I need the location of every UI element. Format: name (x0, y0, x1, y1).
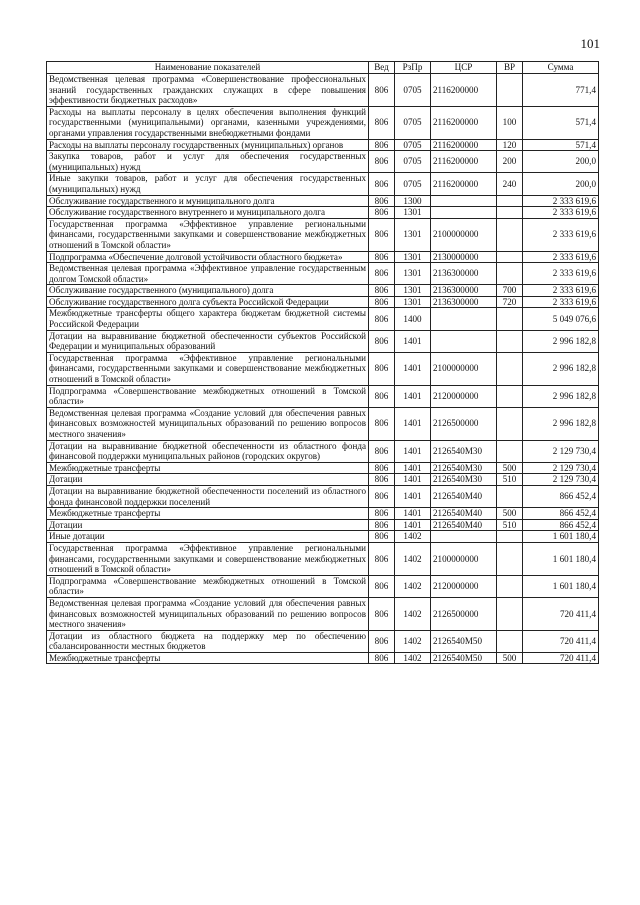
table-row (47, 285, 599, 297)
cell-rzpr: 1301 (395, 207, 431, 219)
cell-csr (431, 308, 497, 330)
table-row (47, 330, 599, 352)
table-row (47, 139, 599, 151)
cell-rzpr: 1301 (395, 285, 431, 297)
cell-vr (497, 308, 523, 330)
cell-name: Обслуживание государственного (муниципального) долга (47, 285, 369, 297)
cell-vr (497, 575, 523, 597)
cell-rzpr: 1402 (395, 575, 431, 597)
cell-ved: 806 (369, 597, 395, 630)
cell-csr: 2126540М40 (431, 485, 497, 507)
cell-rzpr: 0705 (395, 106, 431, 139)
table-row (47, 251, 599, 263)
cell-ved: 806 (369, 296, 395, 308)
cell-vr (497, 74, 523, 107)
cell-name: Дотации на выравнивание бюджетной обеспеченности поселений из областного фонда финансовой поддержки поселений (47, 485, 369, 507)
table-row (47, 508, 599, 520)
cell-sum: 866 452,4 (523, 508, 599, 520)
cell-vr: 240 (497, 173, 523, 195)
cell-ved: 806 (369, 630, 395, 652)
cell-vr: 720 (497, 296, 523, 308)
cell-sum: 2 333 619,6 (523, 263, 599, 285)
cell-name: Дотации из областного бюджета на поддержку мер по обеспечению сбалансированности местных бюджетов (47, 630, 369, 652)
table-row (47, 352, 599, 385)
cell-csr: 2136300000 (431, 263, 497, 285)
cell-csr (431, 195, 497, 207)
header-sum: Сумма (523, 62, 599, 74)
cell-ved: 806 (369, 474, 395, 486)
cell-csr (431, 531, 497, 543)
table-row (47, 385, 599, 407)
table-row (47, 308, 599, 330)
cell-vr (497, 597, 523, 630)
cell-name: Обслуживание государственного внутреннего и муниципального долга (47, 207, 369, 219)
cell-rzpr: 1401 (395, 485, 431, 507)
cell-sum: 866 452,4 (523, 519, 599, 531)
cell-rzpr: 1301 (395, 296, 431, 308)
cell-name: Подпрограмма «Совершенствование межбюджетных отношений в Томской области» (47, 575, 369, 597)
table-row (47, 474, 599, 486)
cell-name: Межбюджетные трансферты общего характера бюджетам бюджетной системы Российской Федерации (47, 308, 369, 330)
cell-name: Обслуживание государственного и муниципального долга (47, 195, 369, 207)
cell-rzpr: 0705 (395, 74, 431, 107)
table-row (47, 263, 599, 285)
cell-name: Межбюджетные трансферты (47, 652, 369, 664)
cell-name: Расходы на выплаты персоналу государственных (муниципальных) органов (47, 139, 369, 151)
cell-name: Межбюджетные трансферты (47, 462, 369, 474)
cell-name: Дотации на выравнивание бюджетной обеспеченности из областного фонда финансовой поддержки муниципальных районов (городских округов) (47, 440, 369, 462)
cell-name: Иные дотации (47, 531, 369, 543)
cell-rzpr: 1402 (395, 652, 431, 664)
cell-name: Дотации (47, 474, 369, 486)
cell-sum: 2 333 619,6 (523, 251, 599, 263)
cell-csr: 2126540М30 (431, 440, 497, 462)
cell-name: Закупка товаров, работ и услуг для обеспечения государственных (муниципальных) нужд (47, 151, 369, 173)
cell-sum: 571,4 (523, 106, 599, 139)
cell-rzpr: 1401 (395, 508, 431, 520)
cell-csr: 2116200000 (431, 139, 497, 151)
cell-name: Государственная программа «Эффективное управление региональными финансами, государственными закупками и совершенствование межбюджетных отношений в Томской области» (47, 352, 369, 385)
table-row (47, 74, 599, 107)
cell-name: Ведомственная целевая программа «Создание условий для обеспечения равных финансовых возможностей муниципальных образований по решению вопросов местного значения» (47, 407, 369, 440)
cell-sum: 2 996 182,8 (523, 330, 599, 352)
cell-rzpr: 0705 (395, 173, 431, 195)
cell-sum: 200,0 (523, 173, 599, 195)
cell-name: Государственная программа «Эффективное управление региональными финансами, государственными закупками и совершенствование межбюджетных отношений в Томской области» (47, 542, 369, 575)
cell-vr (497, 218, 523, 251)
cell-sum: 2 333 619,6 (523, 285, 599, 297)
cell-rzpr: 1402 (395, 542, 431, 575)
cell-rzpr: 1401 (395, 474, 431, 486)
cell-name: Ведомственная целевая программа «Совершенствование профессиональных знаний государственных гражданских служащих в сфере повышения эффективности бюджетных расходов» (47, 74, 369, 107)
cell-vr (497, 385, 523, 407)
header-csr: ЦСР (431, 62, 497, 74)
cell-ved: 806 (369, 519, 395, 531)
table-row (47, 462, 599, 474)
table-row (47, 207, 599, 219)
cell-vr: 700 (497, 285, 523, 297)
budget-table (46, 61, 599, 664)
table-row (47, 597, 599, 630)
cell-rzpr: 1301 (395, 251, 431, 263)
cell-ved: 806 (369, 508, 395, 520)
cell-rzpr: 1301 (395, 263, 431, 285)
table-row (47, 575, 599, 597)
header-name: Наименование показателей (47, 62, 369, 74)
table-row (47, 652, 599, 664)
cell-vr: 200 (497, 151, 523, 173)
page-number: 101 (580, 36, 600, 51)
cell-name: Обслуживание государственного долга субъекта Российской Федерации (47, 296, 369, 308)
cell-ved: 806 (369, 251, 395, 263)
table-row (47, 151, 599, 173)
cell-csr: 2126540М50 (431, 652, 497, 664)
cell-csr: 2126500000 (431, 407, 497, 440)
cell-vr (497, 407, 523, 440)
cell-sum: 200,0 (523, 151, 599, 173)
cell-rzpr: 0705 (395, 139, 431, 151)
cell-vr (497, 195, 523, 207)
cell-sum: 2 996 182,8 (523, 385, 599, 407)
cell-rzpr: 1401 (395, 330, 431, 352)
cell-sum: 5 049 076,6 (523, 308, 599, 330)
cell-name: Расходы на выплаты персоналу в целях обеспечения выполнения функций государственными (муниципальными) органами, казенными учреждениями, органами управления государственными внебюджетными фондами (47, 106, 369, 139)
cell-rzpr: 0705 (395, 151, 431, 173)
cell-vr: 120 (497, 139, 523, 151)
cell-vr: 500 (497, 462, 523, 474)
cell-ved: 806 (369, 440, 395, 462)
cell-name: Ведомственная целевая программа «Создание условий для обеспечения равных финансовых возможностей муниципальных образований по решению вопросов местного значения» (47, 597, 369, 630)
header-rzpr: РзПр (395, 62, 431, 74)
cell-csr: 2116200000 (431, 74, 497, 107)
cell-vr: 500 (497, 652, 523, 664)
cell-sum: 2 333 619,6 (523, 218, 599, 251)
cell-csr: 2126540М40 (431, 519, 497, 531)
table-row (47, 485, 599, 507)
cell-ved: 806 (369, 207, 395, 219)
cell-ved: 806 (369, 218, 395, 251)
cell-vr (497, 352, 523, 385)
cell-ved: 806 (369, 531, 395, 543)
cell-sum: 2 129 730,4 (523, 462, 599, 474)
cell-ved: 806 (369, 485, 395, 507)
cell-name: Иные закупки товаров, работ и услуг для обеспечения государственных (муниципальных) нужд (47, 173, 369, 195)
cell-ved: 806 (369, 575, 395, 597)
cell-sum: 2 996 182,8 (523, 352, 599, 385)
cell-name: Подпрограмма «Обеспечение долговой устойчивости областного бюджета» (47, 251, 369, 263)
cell-csr: 2116200000 (431, 106, 497, 139)
cell-name: Подпрограмма «Совершенствование межбюджетных отношений в Томской области» (47, 385, 369, 407)
table-row (47, 218, 599, 251)
cell-rzpr: 1401 (395, 352, 431, 385)
cell-ved: 806 (369, 106, 395, 139)
cell-rzpr: 1402 (395, 597, 431, 630)
cell-ved: 806 (369, 151, 395, 173)
table-row (47, 195, 599, 207)
cell-sum: 1 601 180,4 (523, 531, 599, 543)
cell-sum: 571,4 (523, 139, 599, 151)
table-row (47, 630, 599, 652)
cell-vr: 510 (497, 474, 523, 486)
cell-csr (431, 207, 497, 219)
cell-csr: 2126500000 (431, 597, 497, 630)
cell-sum: 2 129 730,4 (523, 440, 599, 462)
cell-rzpr: 1301 (395, 218, 431, 251)
cell-csr: 2126540М30 (431, 462, 497, 474)
cell-rzpr: 1401 (395, 385, 431, 407)
cell-vr (497, 330, 523, 352)
cell-csr: 2130000000 (431, 251, 497, 263)
cell-ved: 806 (369, 462, 395, 474)
cell-sum: 866 452,4 (523, 485, 599, 507)
cell-ved: 806 (369, 407, 395, 440)
cell-csr: 2100000000 (431, 542, 497, 575)
cell-sum: 2 996 182,8 (523, 407, 599, 440)
cell-sum: 1 601 180,4 (523, 575, 599, 597)
cell-csr: 2136300000 (431, 296, 497, 308)
cell-csr: 2120000000 (431, 575, 497, 597)
header-vr: ВР (497, 62, 523, 74)
cell-vr (497, 440, 523, 462)
table-row (47, 519, 599, 531)
cell-sum: 720 411,4 (523, 652, 599, 664)
cell-ved: 806 (369, 285, 395, 297)
cell-csr: 2126540М50 (431, 630, 497, 652)
cell-rzpr: 1402 (395, 531, 431, 543)
cell-rzpr: 1300 (395, 195, 431, 207)
cell-ved: 806 (369, 173, 395, 195)
table-row (47, 531, 599, 543)
cell-csr: 2116200000 (431, 173, 497, 195)
cell-name: Дотации (47, 519, 369, 531)
cell-csr: 2116200000 (431, 151, 497, 173)
cell-vr (497, 263, 523, 285)
cell-csr: 2136300000 (431, 285, 497, 297)
table-body (47, 74, 599, 664)
cell-rzpr: 1401 (395, 462, 431, 474)
cell-csr: 2100000000 (431, 352, 497, 385)
table-row (47, 542, 599, 575)
cell-rzpr: 1401 (395, 519, 431, 531)
cell-csr: 2126540М30 (431, 474, 497, 486)
header-ved: Вед (369, 62, 395, 74)
cell-ved: 806 (369, 330, 395, 352)
cell-ved: 806 (369, 263, 395, 285)
cell-vr: 500 (497, 508, 523, 520)
table-row (47, 106, 599, 139)
cell-csr: 2126540М40 (431, 508, 497, 520)
cell-vr (497, 542, 523, 575)
table-row (47, 173, 599, 195)
cell-vr: 510 (497, 519, 523, 531)
cell-ved: 806 (369, 308, 395, 330)
cell-rzpr: 1400 (395, 308, 431, 330)
table-row (47, 407, 599, 440)
cell-name: Ведомственная целевая программа «Эффективное управление государственным долгом Томской области» (47, 263, 369, 285)
cell-csr: 2120000000 (431, 385, 497, 407)
cell-ved: 806 (369, 542, 395, 575)
cell-rzpr: 1402 (395, 630, 431, 652)
cell-ved: 806 (369, 385, 395, 407)
cell-vr (497, 485, 523, 507)
cell-sum: 2 333 619,6 (523, 207, 599, 219)
cell-csr (431, 330, 497, 352)
cell-sum: 2 333 619,6 (523, 296, 599, 308)
cell-ved: 806 (369, 652, 395, 664)
cell-ved: 806 (369, 139, 395, 151)
cell-sum: 771,4 (523, 74, 599, 107)
cell-ved: 806 (369, 74, 395, 107)
cell-rzpr: 1401 (395, 407, 431, 440)
cell-rzpr: 1401 (395, 440, 431, 462)
table-row (47, 296, 599, 308)
cell-sum: 1 601 180,4 (523, 542, 599, 575)
table-row (47, 440, 599, 462)
cell-vr (497, 531, 523, 543)
cell-sum: 2 129 730,4 (523, 474, 599, 486)
cell-sum: 2 333 619,6 (523, 195, 599, 207)
table-header-row (47, 62, 599, 74)
cell-vr (497, 207, 523, 219)
cell-csr: 2100000000 (431, 218, 497, 251)
cell-sum: 720 411,4 (523, 630, 599, 652)
cell-sum: 720 411,4 (523, 597, 599, 630)
cell-name: Межбюджетные трансферты (47, 508, 369, 520)
cell-vr: 100 (497, 106, 523, 139)
cell-name: Государственная программа «Эффективное управление региональными финансами, государственными закупками и совершенствование межбюджетных отношений в Томской области» (47, 218, 369, 251)
cell-vr (497, 251, 523, 263)
cell-vr (497, 630, 523, 652)
cell-ved: 806 (369, 195, 395, 207)
cell-name: Дотации на выравнивание бюджетной обеспеченности субъектов Российской Федерации и муниципальных образований (47, 330, 369, 352)
cell-ved: 806 (369, 352, 395, 385)
